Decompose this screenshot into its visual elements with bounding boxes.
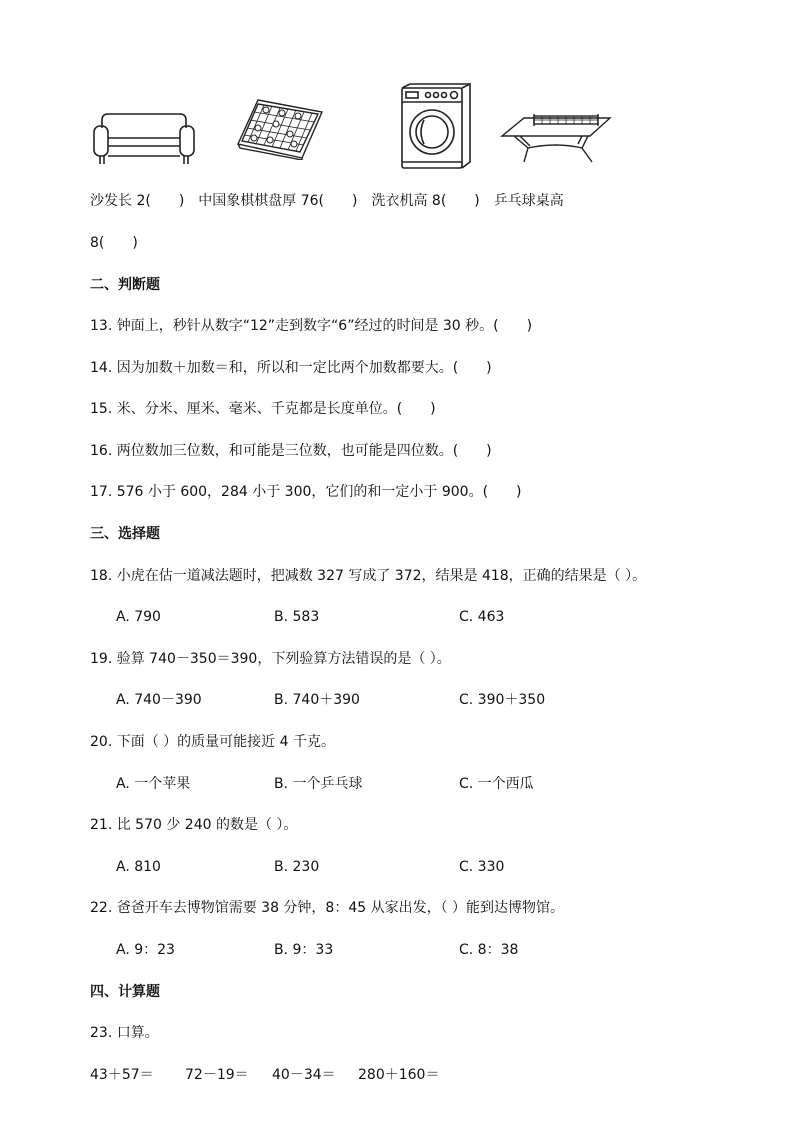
sofa-picture — [92, 112, 196, 170]
ping-pong-table-icon — [500, 112, 612, 164]
section-title-judgement: 二、判断题 — [90, 277, 160, 293]
question-19: 19. 验算 740－350＝390，下列验算方法错误的是（ ）。 — [90, 651, 451, 667]
question-16: 16. 两位数加三位数，和可能是三位数，也可能是四位数。( ) — [90, 443, 492, 459]
q18-option-b[interactable]: B. 583 — [274, 609, 320, 625]
q21-option-a[interactable]: A. 810 — [116, 859, 161, 875]
question-18: 18. 小虎在估一道减法题时，把减数 327 写成了 372，结果是 418，正确的结果是（ ）。 — [90, 568, 647, 584]
q23-item-3: 40－34＝ — [272, 1067, 336, 1083]
question-22: 22. 爸爸开车去博物馆需要 38 分钟，8：45 从家出发，（ ）能到达博物馆。 — [90, 900, 565, 916]
washing-machine-icon — [398, 82, 472, 170]
q20-option-a[interactable]: A. 一个苹果 — [116, 776, 191, 792]
section-title-choice: 三、选择题 — [90, 526, 160, 542]
q23-item-1: 43＋57＝ — [90, 1067, 154, 1083]
q23-item-2: 72－19＝ — [185, 1067, 249, 1083]
chess-board-picture — [236, 98, 324, 164]
q20-option-c[interactable]: C. 一个西瓜 — [459, 776, 534, 792]
q20-option-b[interactable]: B. 一个乒乓球 — [274, 776, 363, 792]
section-title-calculation: 四、计算题 — [90, 984, 160, 1000]
question-17: 17. 576 小于 600，284 小于 300，它们的和一定小于 900。( ) — [90, 484, 522, 500]
q19-option-a[interactable]: A. 740－390 — [116, 692, 202, 708]
question-13: 13. 钟面上，秒针从数字“12”走到数字“6”经过的时间是 30 秒。( ) — [90, 318, 533, 334]
washer-picture — [398, 82, 472, 174]
q21-option-c[interactable]: C. 330 — [459, 859, 505, 875]
q22-option-a[interactable]: A. 9：23 — [116, 942, 175, 958]
q12-line2: 8( ) — [90, 235, 138, 251]
q19-option-c[interactable]: C. 390＋350 — [459, 692, 546, 708]
question-15: 15. 米、分米、厘米、毫米、千克都是长度单位。( ) — [90, 401, 436, 417]
q23-item-4: 280＋160＝ — [358, 1067, 440, 1083]
chinese-chess-board-icon — [236, 98, 324, 160]
question-21: 21. 比 570 少 240 的数是（ ）。 — [90, 817, 298, 833]
q18-option-c[interactable]: C. 463 — [459, 609, 505, 625]
q22-option-b[interactable]: B. 9：33 — [274, 942, 334, 958]
q12-line1: 沙发长 2( ) 中国象棋棋盘厚 76( ) 洗衣机高 8( ) 乒乓球桌高 — [90, 193, 564, 209]
question-20: 20. 下面（ ）的质量可能接近 4 千克。 — [90, 734, 335, 750]
q18-option-a[interactable]: A. 790 — [116, 609, 161, 625]
question-23: 23. 口算。 — [90, 1025, 159, 1041]
q22-option-c[interactable]: C. 8：38 — [459, 942, 519, 958]
q21-option-b[interactable]: B. 230 — [274, 859, 320, 875]
pingpong-picture — [500, 112, 612, 168]
sofa-icon — [92, 112, 196, 166]
q19-option-b[interactable]: B. 740＋390 — [274, 692, 360, 708]
question-14: 14. 因为加数＋加数＝和，所以和一定比两个加数都要大。( ) — [90, 360, 492, 376]
